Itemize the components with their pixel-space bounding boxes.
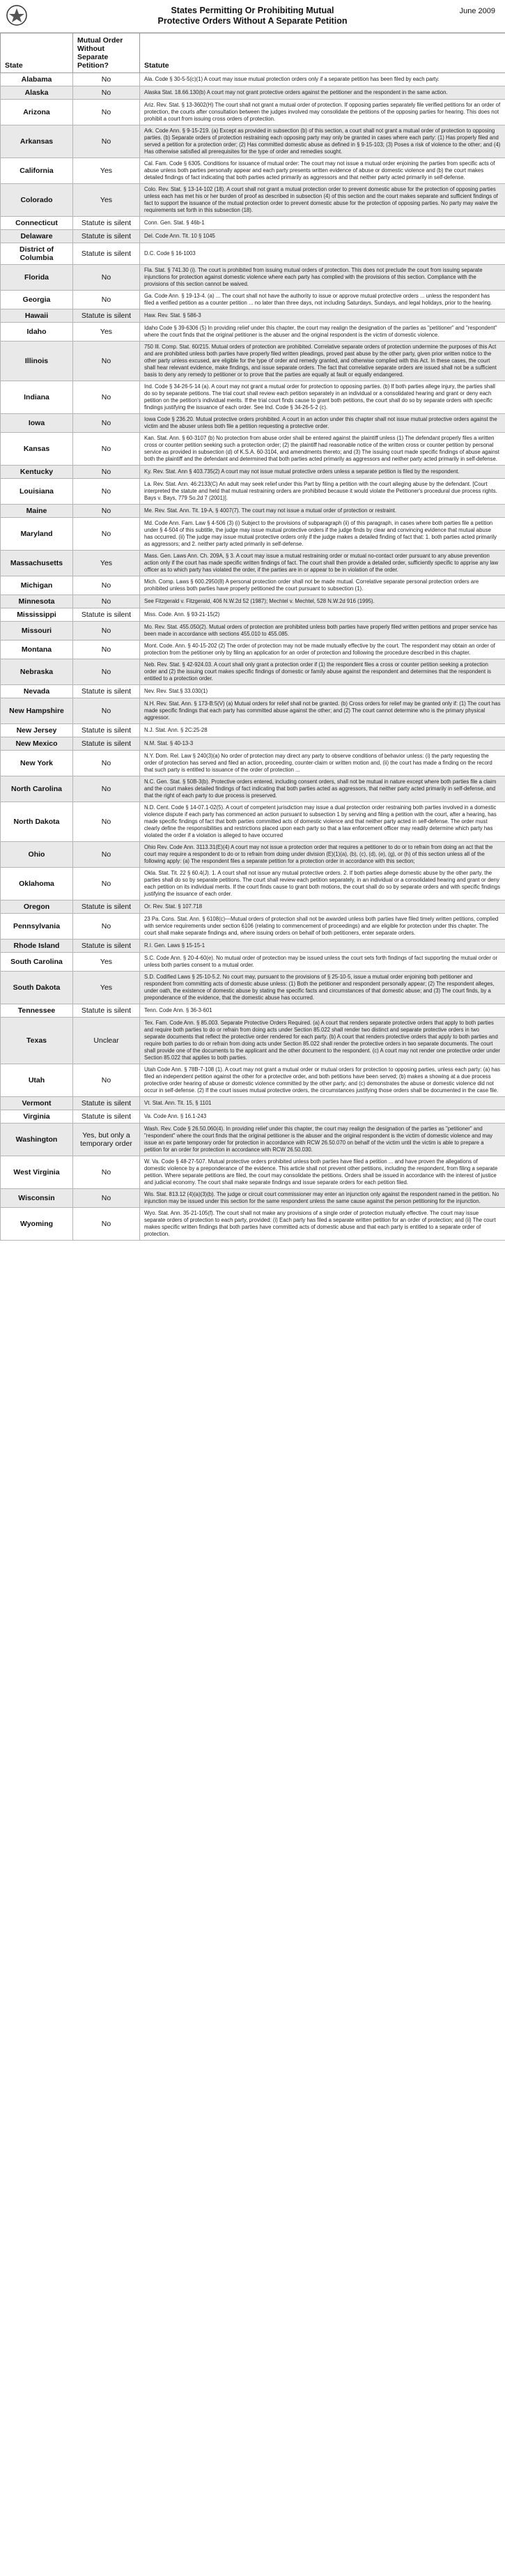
state-cell: Michigan	[1, 576, 73, 595]
statute-cell: Neb. Rev. Stat. § 42-924.03. A court shall only grant a protection order if (1) the respondent files a cross or counter petition seeking a protection order and (2) the issuing court makes specific findings of domestic or family abuse against the respondent and determines that the respondent is entitled to a protection order.	[140, 659, 505, 685]
table-row	[1, 1097, 505, 1110]
table-row	[1, 505, 505, 518]
statute-cell: Okla. Stat. Tit. 22 § 60.4(J). 1. A court shall not issue any mutual protective orders. 2. If both parties allege domestic abuse by the other party, the parties shall do so by separate petitions. The court shall review each petition separately, in an individual or a consolidated hearing and grant or deny each petition on its individual merits. If the court finds cause to grant both motions, the court shall do so by separate orders and with specific findings justifying the issuance of each order.	[140, 868, 505, 900]
state-cell: Nevada	[1, 685, 73, 698]
table-row	[1, 309, 505, 323]
statute-cell: Mass. Gen. Laws Ann. Ch. 209A, § 3. A court may issue a mutual restraining order or mutual no-contact order pursuant to any abuse prevention action only if the court has made specific written findings of fact. The court shall then provide a detailed order, sufficiently specific to apprise any law officer as to which party has violated the order, if the parties are in or appear to be in violation of the order.	[140, 551, 505, 576]
state-cell: Wisconsin	[1, 1189, 73, 1208]
mutual-order-cell: No	[73, 1208, 140, 1241]
state-cell: Washington	[1, 1124, 73, 1156]
table-row	[1, 972, 505, 1004]
table-row	[1, 100, 505, 125]
table-row	[1, 1110, 505, 1124]
mutual-order-cell: Statute is silent	[73, 217, 140, 230]
table-row	[1, 125, 505, 158]
mutual-order-cell: No	[73, 595, 140, 608]
mutual-order-cell: Statute is silent	[73, 900, 140, 914]
table-row	[1, 414, 505, 433]
mutual-order-cell: No	[73, 802, 140, 842]
state-cell: North Carolina	[1, 776, 73, 802]
title-line-2: Protective Orders Without A Separate Petition	[157, 16, 348, 26]
state-cell: Utah	[1, 1064, 73, 1097]
mutual-order-cell: No	[73, 479, 140, 505]
mutual-order-cell: No	[73, 414, 140, 433]
mutual-order-cell: No	[73, 842, 140, 868]
statute-cell: 750 Ill. Comp. Stat. 60/215. Mutual orders of protection are prohibited. Correlative separate orders of protection undermine the purposes of this Act and are prohibited unless both parties have properly filed written pleadings, proved past abuse by the other party, given prior written notice to the other party unless excused, are eligible for the type of order and remedy granted, and otherwise complied with this Act. In these cases, the court shall hear relevant evidence, make findings, and issue separate orders. The fact that correlative separate orders are issued shall not be a sufficient basis to deny any remedy to petitioner or to prove that the parties are equally at fault or equally endangered.	[140, 342, 505, 381]
statute-cell: Conn. Gen. Stat. § 46b-1	[140, 217, 505, 230]
statute-cell: Wash. Rev. Code § 26.50.060(4). In providing relief under this chapter, the court may realign the designation of the parties as "petitioner" and "respondent" where the court finds that the original petitioner is the abuser and the original respondent is the victim of domestic violence and may issue an ex parte temporary order for protection in accordance with RCW 26.50.070 on behalf of the victim until the victim is able to prepare a petition for an order for protection in accordance with RCW 26.50.030.	[140, 1124, 505, 1156]
mutual-order-cell: Statute is silent	[73, 1097, 140, 1110]
table-row	[1, 158, 505, 184]
table-row	[1, 1189, 505, 1208]
statute-cell: W. Va. Code § 48-27-507. Mutual protective orders prohibited unless both parties have filed a petition ... and have proven the allegations of domestic violence by a preponderance of the evidence. This article shall not prevent other petitions, including the respondent, from filing a separate petition. Where separate petitions are filed, the court may consolidate the petitions. Orders shall be issued in accordance with the interest of justice and judicial economy. The court shall make separate findings and issue separate orders for each petition filed.	[140, 1156, 505, 1189]
table-row	[1, 86, 505, 100]
state-cell: Nebraska	[1, 659, 73, 685]
statute-cell: Ohio Rev. Code Ann. 3113.31(E)(4) A court may not issue a protection order that requires a petitioner to do or to refrain from doing an act that the court may require a respondent to do or to refrain from doing under division (E)(1)(a), (b), (c), (d), (e), (g), or (h) of this section unless all of the following apply: (a) The respondent files a separate petition for a protection order in accordance with this section;	[140, 842, 505, 868]
state-cell: Kentucky	[1, 466, 73, 479]
statute-cell: Mo. Rev. Stat. 455.050(2). Mutual orders of protection are prohibited unless both parties have properly filed written petitions and proper service has been made in accordance with sections 455.010 to 455.085.	[140, 622, 505, 641]
mutual-order-cell: No	[73, 698, 140, 724]
title-line-1: States Permitting Or Prohibiting Mutual	[171, 6, 334, 15]
state-cell: West Virginia	[1, 1156, 73, 1189]
table-row	[1, 466, 505, 479]
statute-cell: Mich. Comp. Laws § 600.2950(8) A personal protection order shall not be made mutual. Correlative separate personal protection orders are prohibited unless both parties have properly petitioned the court pursuant to subsection (1).	[140, 576, 505, 595]
table-row	[1, 342, 505, 381]
state-cell: Illinois	[1, 342, 73, 381]
table-row	[1, 802, 505, 842]
state-cell: Connecticut	[1, 217, 73, 230]
state-cell: Ohio	[1, 842, 73, 868]
statute-cell: N.C. Gen. Stat. § 50B-3(b). Protective orders entered, including consent orders, shall not be mutual in nature except where both parties file a claim and the court makes detailed findings of fact indicating that both parties acted as aggressors, that neither party acted primarily in self-defense, and that the right of each party to due process is preserved.	[140, 776, 505, 802]
statute-cell: Alaska Stat. 18.66.130(b) A court may not grant protective orders against the petitioner and the respondent in the same action.	[140, 86, 505, 100]
statute-cell: S.D. Codified Laws § 25-10-5.2. No court may, pursuant to the provisions of § 25-10-5, issue a mutual order enjoining both petitioner and respondent from committing acts of domestic abuse unless: (1) Both the petitioner and respondent personally appear; (2) The respondent alleges, under oath, the existence of domestic abuse by stating the specific facts and circumstances of that domestic abuse; and (3) The court finds, by a preponderance of the evidence, that the domestic abuse has occurred.	[140, 972, 505, 1004]
mutual-order-cell: Statute is silent	[73, 243, 140, 265]
state-cell: Delaware	[1, 230, 73, 243]
page	[0, 0, 505, 1241]
statute-cell: Me. Rev. Stat. Ann. Tit. 19-A, § 4007(7). The court may not issue a mutual order of protection or restraint.	[140, 505, 505, 518]
state-cell: Missouri	[1, 622, 73, 641]
mutual-order-cell: Yes	[73, 551, 140, 576]
state-cell: Massachusetts	[1, 551, 73, 576]
table-row	[1, 230, 505, 243]
statute-cell: Del. Code Ann. Tit. 10 § 1045	[140, 230, 505, 243]
state-cell: Alaska	[1, 86, 73, 100]
document-date: June 2009	[459, 7, 495, 15]
statute-cell: Kan. Stat. Ann. § 60-3107 (b) No protection from abuse order shall be entered against the plaintiff unless (1) The defendant properly files a written cross or counter petition seeking such a protection order; (2) the plaintiff had reasonable notice of the written cross or counter petition by personal service as provided in subsection (d) of K.S.A. 60-3104, and amendments thereto; and (3) The issuing court made specific findings of abuse against both the plaintiff and the defendant and determined that both parties acted primarily as aggressors and neither party acted primarily in self-defense.	[140, 433, 505, 466]
table-row	[1, 608, 505, 622]
mutual-order-cell: Statute is silent	[73, 1110, 140, 1124]
table-row	[1, 900, 505, 914]
table-row	[1, 433, 505, 466]
state-cell: Indiana	[1, 381, 73, 414]
table-row	[1, 479, 505, 505]
table-row	[1, 1156, 505, 1189]
mutual-order-cell: Statute is silent	[73, 230, 140, 243]
table-row	[1, 381, 505, 414]
table-row	[1, 1124, 505, 1156]
mutual-order-cell: No	[73, 518, 140, 551]
mutual-order-cell: Yes, but only a temporary order	[73, 1124, 140, 1156]
mutual-order-cell: No	[73, 622, 140, 641]
mutual-order-cell: Yes	[73, 158, 140, 184]
statute-cell: Miss. Code. Ann. § 93-21-15(2)	[140, 608, 505, 622]
mutual-order-cell: Statute is silent	[73, 309, 140, 323]
state-cell: Kansas	[1, 433, 73, 466]
table-row	[1, 1004, 505, 1018]
state-cell: California	[1, 158, 73, 184]
state-cell: South Carolina	[1, 953, 73, 972]
statute-cell: N.J. Stat. Ann. § 2C:25-28	[140, 724, 505, 737]
table-row	[1, 698, 505, 724]
state-cell: Rhode Island	[1, 940, 73, 953]
mutual-order-cell: Yes	[73, 323, 140, 342]
state-cell: Mississippi	[1, 608, 73, 622]
mutual-order-cell: Yes	[73, 184, 140, 217]
mutual-order-cell: No	[73, 342, 140, 381]
mutual-order-cell: No	[73, 86, 140, 100]
table-row	[1, 685, 505, 698]
mutual-order-cell: No	[73, 291, 140, 309]
statute-cell: Ark. Code Ann. § 9-15-219. (a) Except as provided in subsection (b) of this section, a court shall not grant a mutual order of protection to opposing parties. (b) Separate orders of protection restraining each opposing party may only be granted in cases where each party: (1) Has properly filed and served a petition for a protection order; (2) Has committed domestic abuse as defined in § 9-15-103; (3) Poses a risk of violence to the other; and (4) Has otherwise satisfied all prerequisites for the type of order and remedies sought.	[140, 125, 505, 158]
statute-cell: N.D. Cent. Code § 14-07.1-02(5). A court of competent jurisdiction may issue a dual protection order restraining both parties involved in a domestic violence dispute if each party has commenced an action pursuant to subsection 1 by serving and filing a petition with the court, after a hearing, has made specific findings of fact that both parties committed acts of domestic violence and that neither party acted in self-defense. The order must clearly define the responsibilities and restrictions placed upon each party so that a law enforcement officer may readily determine which party has violated the order if a violation is alleged to have occurred	[140, 802, 505, 842]
statute-cell: Tex. Fam. Code Ann. § 85.003. Separate Protective Orders Required. (a) A court that renders separate protective orders that apply to both parties and require both parties to do or refrain from doing acts under Section 85.022 shall render two distinct and separate protective orders in two separate documents that reflect the protective order rendered for each party. (b) A court that renders protective orders that apply to both parties and require both parties to do or refrain from doing acts under Section 85.022 shall render the protective orders in two separate documents. The court shall provide one of the documents to the applicant and the other document to the respondent. (c) A court may not render one protective order under Section 85.022 that applies to both parties.	[140, 1018, 505, 1064]
statute-cell: N.H. Rev. Stat. Ann. § 173-B:5(V) (a) Mutual orders for relief shall not be granted. (b) Cross orders for relief may be granted only if: (1) The court has made specific findings that each party has committed abuse against the other; and (2) The court cannot determine who is the primary physical aggressor.	[140, 698, 505, 724]
mutual-order-cell: No	[73, 265, 140, 291]
state-cell: Louisiana	[1, 479, 73, 505]
table-row	[1, 73, 505, 86]
document-title	[0, 6, 505, 26]
state-cell: District of Columbia	[1, 243, 73, 265]
mutual-order-cell: No	[73, 466, 140, 479]
statute-cell: N.M. Stat. § 40-13-3	[140, 737, 505, 751]
mutual-order-cell: Statute is silent	[73, 1004, 140, 1018]
state-cell: Hawaii	[1, 309, 73, 323]
statute-cell: Vt. Stat. Ann. Tit. 15, § 1101	[140, 1097, 505, 1110]
state-cell: New Mexico	[1, 737, 73, 751]
state-cell: Alabama	[1, 73, 73, 86]
mutual-order-cell: No	[73, 505, 140, 518]
statute-cell: S.C. Code Ann. § 20-4-60(e). No mutual order of protection may be issued unless the court sets forth findings of fact supporting the mutual order or unless both parties consent to a mutual order.	[140, 953, 505, 972]
state-cell: New Jersey	[1, 724, 73, 737]
mutual-order-cell: No	[73, 576, 140, 595]
table-row	[1, 595, 505, 608]
document-header	[0, 0, 505, 33]
mutual-order-cell: Statute is silent	[73, 724, 140, 737]
state-cell: South Dakota	[1, 972, 73, 1004]
table-header-row	[1, 33, 505, 73]
mutual-order-cell: No	[73, 914, 140, 940]
statute-cell: Md. Code Ann. Fam. Law § 4-506 (3) (i) Subject to the provisions of subparagraph (ii) of this paragraph, in cases where both parties file a petition under § 4-504 of this subtitle, the judge may issue mutual protective orders if the judge finds by clear and convincing evidence that mutual abuse has occurred. (ii) The judge may issue mutual protective orders only if the judge makes a detailed finding of fact that: 1. both parties acted primarily as aggressors; and 2. neither party acted primarily in self-defense.	[140, 518, 505, 551]
statute-cell: Wis. Stat. 813.12 (4)(a)(3)(b). The judge or circuit court commissioner may enter an injunction only against the respondent named in the petition. No injunction may be issued under this section for the same respondent unless the same cause against the person petitioning for the injunction.	[140, 1189, 505, 1208]
state-cell: Florida	[1, 265, 73, 291]
statute-cell: Utah Code Ann. § 78B-7-108 (1). A court may not grant a mutual order or mutual orders for protection to opposing parties, unless each party: (a) has filed an independent petition against the other for a protective order, and both petitions have been served; (b) makes a showing at a due process protective order hearing of abuse or domestic violence committed by the other party; and (c) demonstrates the abuse or domestic violence did not occur in self-defense. (2) If the court issues mutual protective orders, the circumstances justifying those orders shall be documented in the case file.	[140, 1064, 505, 1097]
table-row	[1, 953, 505, 972]
statute-cell: R.I. Gen. Laws § 15-15-1	[140, 940, 505, 953]
state-cell: Virginia	[1, 1110, 73, 1124]
table-row	[1, 868, 505, 900]
table-row	[1, 751, 505, 776]
mutual-order-cell: Yes	[73, 953, 140, 972]
table-row	[1, 184, 505, 217]
table-row	[1, 323, 505, 342]
state-cell: Idaho	[1, 323, 73, 342]
table-row	[1, 737, 505, 751]
state-cell: Oklahoma	[1, 868, 73, 900]
state-cell: Georgia	[1, 291, 73, 309]
mutual-order-cell: No	[73, 125, 140, 158]
mutual-order-cell: Yes	[73, 972, 140, 1004]
table-row	[1, 724, 505, 737]
state-cell: New York	[1, 751, 73, 776]
state-cell: Maine	[1, 505, 73, 518]
table-row	[1, 576, 505, 595]
mutual-order-cell: No	[73, 868, 140, 900]
table-row	[1, 622, 505, 641]
table-row	[1, 217, 505, 230]
table-row	[1, 659, 505, 685]
table-row	[1, 1208, 505, 1241]
mutual-order-cell: Statute is silent	[73, 608, 140, 622]
state-cell: New Hampshire	[1, 698, 73, 724]
state-cell: Oregon	[1, 900, 73, 914]
table-row	[1, 243, 505, 265]
statute-cell: Ala. Code § 30-5-5(c)(1) A court may issue mutual protection orders only if a separate petition has been filed by each party.	[140, 73, 505, 86]
statute-cell: Cal. Fam. Code § 6305. Conditions for issuance of mutual order: The court may not issue a mutual order enjoining the parties from specific acts of abuse unless both parties personally appear and each party presents written evidence of abuse or domestic violence and (b) the court makes detailed findings of fact indicating that both parties acted primarily as aggressors and that neither party acted primarily in self-defense.	[140, 158, 505, 184]
statute-cell: Ga. Code Ann. § 19-13-4. (a) ... The court shall not have the authority to issue or approve mutual protective orders ... unless the respondent has filed a verified petition as a counter petition ... no later than three days, not including Saturdays, Sundays, and legal holidays, prior to the hearing.	[140, 291, 505, 309]
statute-cell: Va. Code Ann. § 16.1-243	[140, 1110, 505, 1124]
table-row	[1, 914, 505, 940]
table-row	[1, 940, 505, 953]
state-cell: Montana	[1, 641, 73, 659]
state-cell: Pennsylvania	[1, 914, 73, 940]
state-cell: Wyoming	[1, 1208, 73, 1241]
statute-cell: Fla. Stat. § 741.30 (i). The court is prohibited from issuing mutual orders of protection. This does not preclude the court from issuing separate injunctions for protection against domestic violence where each party has complied with the provisions of this section. Compliance with the provisions of this section cannot be waived.	[140, 265, 505, 291]
column-header-statute: Statute	[140, 33, 505, 73]
state-cell: Colorado	[1, 184, 73, 217]
table-row	[1, 1018, 505, 1064]
statute-cell: Mont. Code. Ann. § 40-15-202 (2) The order of protection may not be made mutually effective by the court. The respondent may obtain an order of protection from the petitioner only by filing an application for an order of protection and following the procedure described in this chapter.	[140, 641, 505, 659]
mutual-order-cell: No	[73, 1064, 140, 1097]
table-row	[1, 518, 505, 551]
mutual-order-cell: No	[73, 1156, 140, 1189]
mutual-order-cell: No	[73, 751, 140, 776]
statute-cell: Ind. Code § 34-26-5-14 (a). A court may not grant a mutual order for protection to opposing parties. (b) If both parties allege injury, the parties shall do so by separate petitions. The trial court shall review each petition separately in an individual or a consolidated hearing and grant or deny each petition on the petition's individual merits. If the trial court finds cause to grant both petitions, the court shall do so by separate orders with specific findings justifying the issuance of each order. See Ind. Code § 34-26-5-2 (c).	[140, 381, 505, 414]
statute-cell: Wyo. Stat. Ann. 35-21-105(f). The court shall not make any provisions of a single order of protection mutually effective. The court may issue separate orders of protection to each party, provided: (i) Each party has filed a separate written petition for an order of protection; and (ii) The court makes specific written findings that both parties have committed acts of domestic abuse and that each party is entitled to a separate order of protection.	[140, 1208, 505, 1241]
state-cell: North Dakota	[1, 802, 73, 842]
statute-cell: Iowa Code § 236.20. Mutual protective orders prohibited. A court in an action under this chapter shall not issue mutual protective orders against the victim and the abuser unless both file a petition requesting a protective order.	[140, 414, 505, 433]
mutual-order-cell: Unclear	[73, 1018, 140, 1064]
mutual-order-cell: Statute is silent	[73, 940, 140, 953]
table-row	[1, 1064, 505, 1097]
state-cell: Tennessee	[1, 1004, 73, 1018]
mutual-order-cell: Statute is silent	[73, 685, 140, 698]
table-row	[1, 265, 505, 291]
table-row	[1, 291, 505, 309]
table-row	[1, 776, 505, 802]
mutual-order-cell: No	[73, 776, 140, 802]
column-header-mutual: Mutual Order Without Separate Petition?	[73, 33, 140, 73]
statute-cell: Or. Rev. Stat. § 107.718	[140, 900, 505, 914]
mutual-order-cell: No	[73, 641, 140, 659]
state-cell: Iowa	[1, 414, 73, 433]
state-cell: Minnesota	[1, 595, 73, 608]
statute-cell: Haw. Rev. Stat. § 586-3	[140, 309, 505, 323]
mutual-order-cell: Statute is silent	[73, 737, 140, 751]
state-cell: Arizona	[1, 100, 73, 125]
table-row	[1, 641, 505, 659]
statute-cell: Idaho Code § 39-6306 (5) In providing relief under this chapter, the court may realign the designation of the parties as "petitioner" and "respondent" where the court finds that the original petitioner is the abuser and the original respondent is the victim of domestic violence.	[140, 323, 505, 342]
statute-cell: Nev. Rev. Stat.§ 33.030(1)	[140, 685, 505, 698]
statute-cell: Colo. Rev. Stat. § 13-14-102 (18). A court shall not grant a mutual protection order to prevent domestic abuse for the protection of opposing parties unless each has met his or her burden of proof as described in subsection (4) of this section and the court makes separate and sufficient findings of fact to support the issuance of the mutual protection order to prevent domestic abuse for the protection of opposing parties. No party may waive the requirements set forth in this subsection (18).	[140, 184, 505, 217]
mutual-order-cell: No	[73, 73, 140, 86]
statute-cell: Ky. Rev. Stat. Ann § 403.735(2) A court may not issue mutual protective orders unless a separate petition is filed by the respondent.	[140, 466, 505, 479]
statute-cell: 23 Pa. Cons. Stat. Ann. § 6108(c)—Mutual orders of protection shall not be awarded unless both parties have filed timely written petitions, complied with service requirements under section 6106 (relating to commencement of proceedings) and are eligible for protection under this chapter. The court shall make separate findings and, where issuing orders on behalf of both petitioners, enter separate orders.	[140, 914, 505, 940]
statute-cell: D.C. Code § 16-1003	[140, 243, 505, 265]
statute-cell: Tenn. Code Ann. § 36-3-601	[140, 1004, 505, 1018]
mutual-order-cell: No	[73, 381, 140, 414]
statute-cell: N.Y. Dom. Rel. Law § 240(3)(a) No order of protection may direct any party to observe conditions of behavior unless: (i) the party requesting the order of protection has served and filed an action, proceeding, counter-claim or written motion and, (ii) the court has made a finding on the record that such party is entitled to issuance of the order of protection ...	[140, 751, 505, 776]
mutual-order-cell: No	[73, 100, 140, 125]
statute-cell: Ariz. Rev. Stat. § 13-3602(H) The court shall not grant a mutual order of protection. If opposing parties separately file verified petitions for an order of protection, the courts after consultation between the judges involved may consolidate the petitions of the opposing parties for hearing. This does not prohibit a court from issuing cross orders of protection.	[140, 100, 505, 125]
state-cell: Texas	[1, 1018, 73, 1064]
mutual-order-cell: No	[73, 659, 140, 685]
state-cell: Maryland	[1, 518, 73, 551]
states-table	[0, 33, 505, 1241]
mutual-order-cell: No	[73, 433, 140, 466]
state-cell: Arkansas	[1, 125, 73, 158]
statute-cell: La. Rev. Stat. Ann. 46:2133(C) An adult may seek relief under this Part by filing a petition with the court alleging abuse by the defendant. [Court interpreted the statute and held that mutual restraining orders are prohibited because it would violate the Petitioner's procedural due process rights. Bays v. Bays, 779 So.2d 7 (2001)].	[140, 479, 505, 505]
table-row	[1, 842, 505, 868]
statute-cell: See Fitzgerald v. Fitzgerald, 406 N.W.2d 52 (1987); Mechtel v. Mechtel, 528 N.W.2d 916 (1995).	[140, 595, 505, 608]
state-cell: Vermont	[1, 1097, 73, 1110]
column-header-state: State	[1, 33, 73, 73]
mutual-order-cell: No	[73, 1189, 140, 1208]
table-row	[1, 551, 505, 576]
